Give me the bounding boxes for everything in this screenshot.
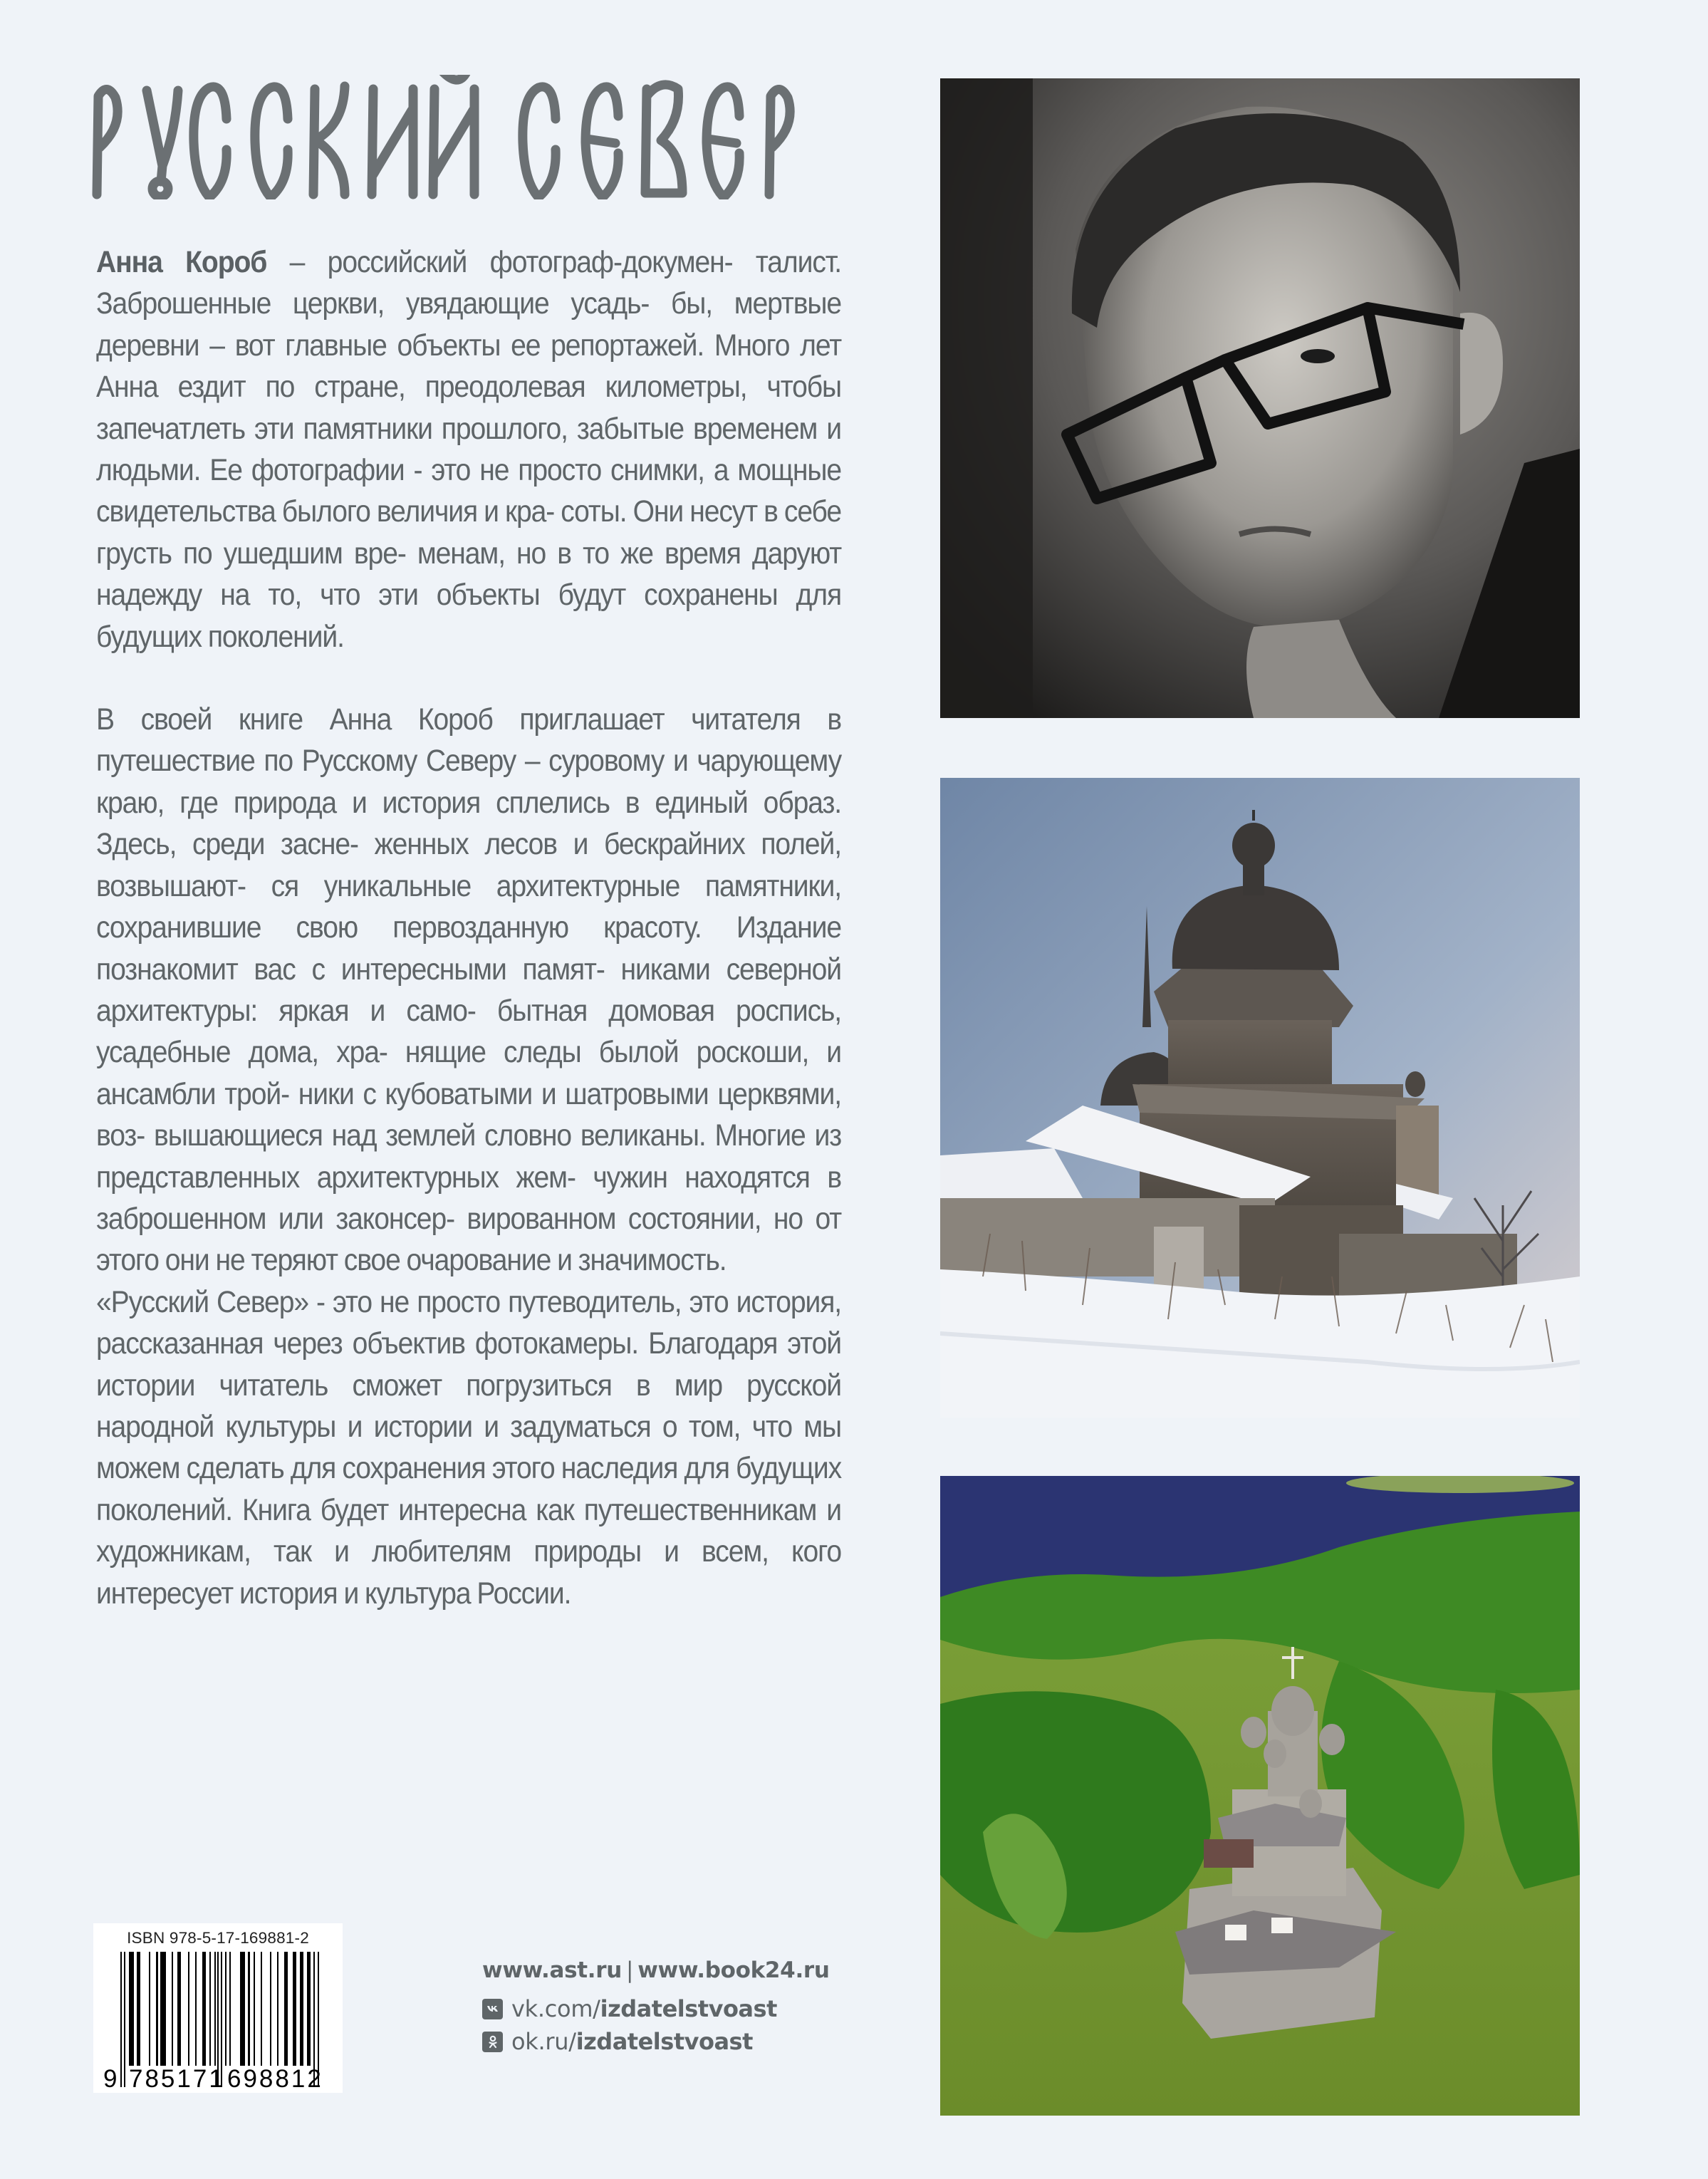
barcode-block	[93, 1923, 343, 2093]
about-guide-paragraph: «Русский Север» - это не просто путеводитель, это история, рассказанная через объектив фотокамеры. Благодаря этой истории читатель сможет погрузиться в мир русской народной культуры и истории и задуматься о том, что мы можем сделать для сохранения этого наследия для будущих поколений. Книга будет интересна как путешественникам и художникам, так и любителям природы и всем, кого интересует история и культура России.	[96, 1285, 842, 1611]
barcode-first-digit: 9	[103, 2065, 118, 2091]
link-separator: |	[626, 1957, 634, 1983]
summer-church-photo	[940, 1476, 1580, 2116]
book24-website-link[interactable]: www.book24.ru	[637, 1957, 830, 1983]
book-title-lettering	[87, 75, 856, 199]
summer-church-image	[940, 1476, 1580, 2116]
author-portrait-photo	[940, 78, 1580, 718]
ok-link[interactable]: ok.ru/ izdatelstvoast	[482, 2026, 830, 2057]
winter-church-photo	[940, 778, 1580, 1418]
ok-icon	[482, 2032, 503, 2052]
website-row	[482, 1957, 830, 1983]
about-book-paragraph: В своей книге Анна Короб приглашает читателя в путешествие по Русскому Северу – суровому и чарующему краю, где природа и история сплелись в единый образ. Здесь, среди засне- женных лесов и бескрайних полей, возвышают- ся уникальные архитектурные памятники, сохранившие свою первозданную красоту. Издание познакомит вас с интересными памят- никами северной архитектуры: яркая и само- бытная домовая роспись, усадебные дома, хра- нящие следы былой роскоши, и ансамбли трой- ники с кубоватыми и шатровыми церквями, воз- вышающиеся над землей словно великаны. Многие из представленных архитектурных жем- чужин находятся в заброшенном или законсер- вированном состоянии, но от этого они не теряют свое очарование и значимость.	[96, 703, 842, 1278]
portrait-image	[940, 78, 1580, 718]
ean13-barcode	[100, 1952, 335, 2091]
ast-website-link[interactable]: www.ast.ru	[482, 1957, 623, 1983]
book-title	[87, 75, 856, 199]
description-text	[96, 242, 841, 1615]
barcode-right-digits: 698812	[227, 2065, 323, 2091]
vk-link[interactable]: vk.com/ izdatelstvoast	[482, 1993, 830, 2024]
about-author-paragraph: Анна Короб – российский фотограф-докумен- талист. Заброшенные церкви, увядающие усадь- бы, мертвые деревни – вот главные объекты ее репортажей. Много лет Анна ездит по стране, преодолевая километры, чтобы запечатлеть эти памятники прошлого, забытые временем и людьми. Ее фотографии - это не просто снимки, а мощные свидетельства былого величия и кра- соты. Они несут в себе грусть по ушедшим вре- менам, но в то же время даруют надежду на то, что эти объекты будут сохранены для будущих поколений.	[96, 246, 842, 654]
barcode-left-digits: 785171	[129, 2065, 225, 2091]
publisher-links	[482, 1957, 830, 2057]
vk-icon	[482, 1999, 503, 2019]
author-name: Анна Короб	[96, 246, 267, 279]
isbn-label: ISBN 978-5-17-169881-2	[127, 1929, 309, 1947]
winter-church-image	[940, 778, 1580, 1418]
